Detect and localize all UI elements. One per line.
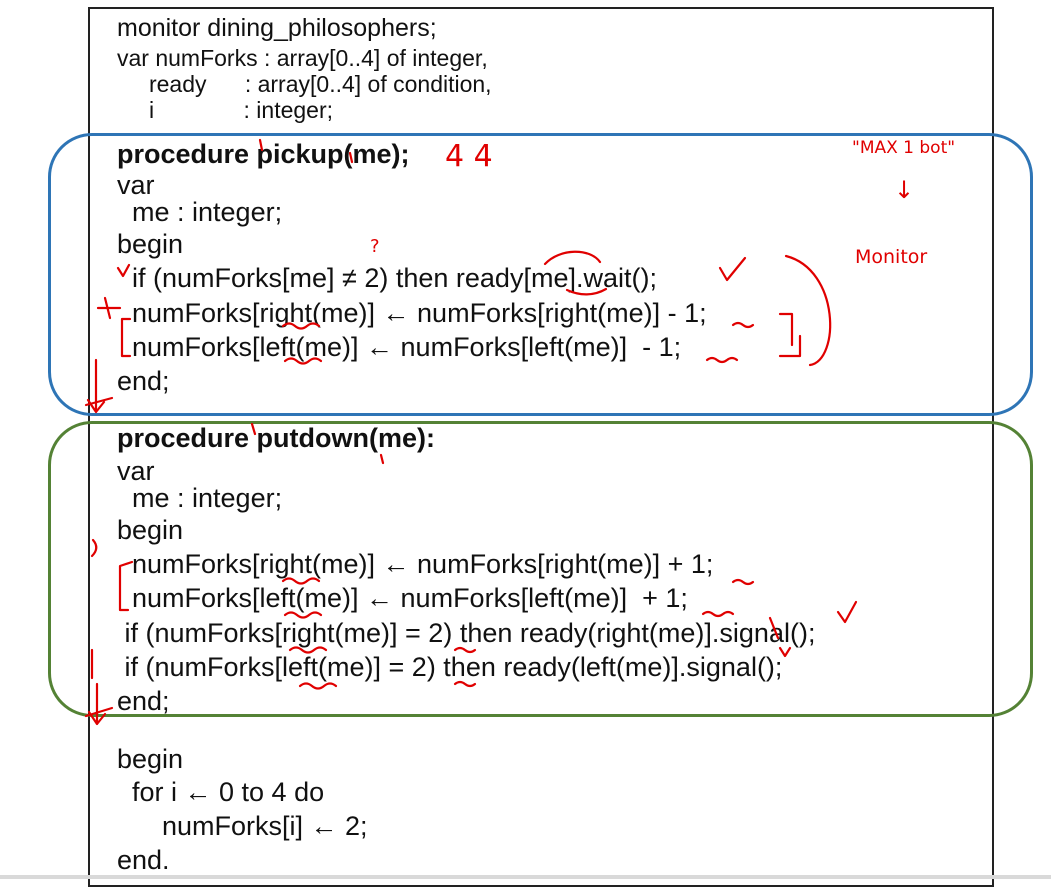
putdown-end: end; bbox=[117, 686, 170, 716]
init-begin: begin bbox=[117, 744, 184, 774]
pickup-title: procedure pickup(me); bbox=[117, 139, 410, 169]
putdown-var: var bbox=[117, 456, 155, 486]
var-ready-line: ready : array[0..4] of condition, bbox=[117, 71, 492, 97]
pickup-left-decrement: numForks[left(me)] ← numForks[left(me)] - 1; bbox=[117, 332, 682, 362]
putdown-signal-right: if (numForks[right(me)] = 2) then ready(right(me)].signal(); bbox=[117, 618, 816, 648]
init-assign: numForks[i] ← 2; bbox=[117, 811, 368, 841]
var-i-line: i : integer; bbox=[117, 97, 334, 123]
init-end: end. bbox=[117, 845, 170, 875]
putdown-me-decl: me : integer; bbox=[117, 483, 283, 513]
monitor-note: Monitor bbox=[855, 246, 928, 268]
four-four-note: 4 4 bbox=[445, 139, 493, 174]
putdown-left-increment: numForks[left(me)] ← numForks[left(me)] + 1; bbox=[117, 583, 688, 613]
putdown-title: procedure putdown(me): bbox=[117, 423, 435, 453]
init-for-loop: for i ← 0 to 4 do bbox=[117, 777, 325, 807]
pickup-right-decrement: numForks[right(me)] ← numForks[right(me)] - 1; bbox=[117, 298, 707, 328]
pickup-me-decl: me : integer; bbox=[117, 197, 283, 227]
pickup-var: var bbox=[117, 170, 155, 200]
question-mark-note: ? bbox=[370, 236, 380, 257]
max-one-note: "MAX 1 bot" bbox=[852, 138, 956, 158]
slide-bottom-edge bbox=[0, 875, 1051, 879]
monitor-declaration: monitor dining_philosophers; bbox=[117, 14, 437, 42]
putdown-signal-left: if (numForks[left(me)] = 2) then ready(left(me)].signal(); bbox=[117, 652, 783, 682]
pickup-begin: begin bbox=[117, 229, 184, 259]
pickup-wait-line: if (numForks[me] ≠ 2) then ready[me].wait(); bbox=[117, 263, 657, 293]
var-numforks-line: var numForks : array[0..4] of integer, bbox=[117, 45, 488, 71]
pickup-end: end; bbox=[117, 366, 170, 396]
down-arrow-note: ↓ bbox=[894, 176, 915, 204]
putdown-right-increment: numForks[right(me)] ← numForks[right(me)] + 1; bbox=[117, 549, 714, 579]
putdown-begin: begin bbox=[117, 515, 184, 545]
